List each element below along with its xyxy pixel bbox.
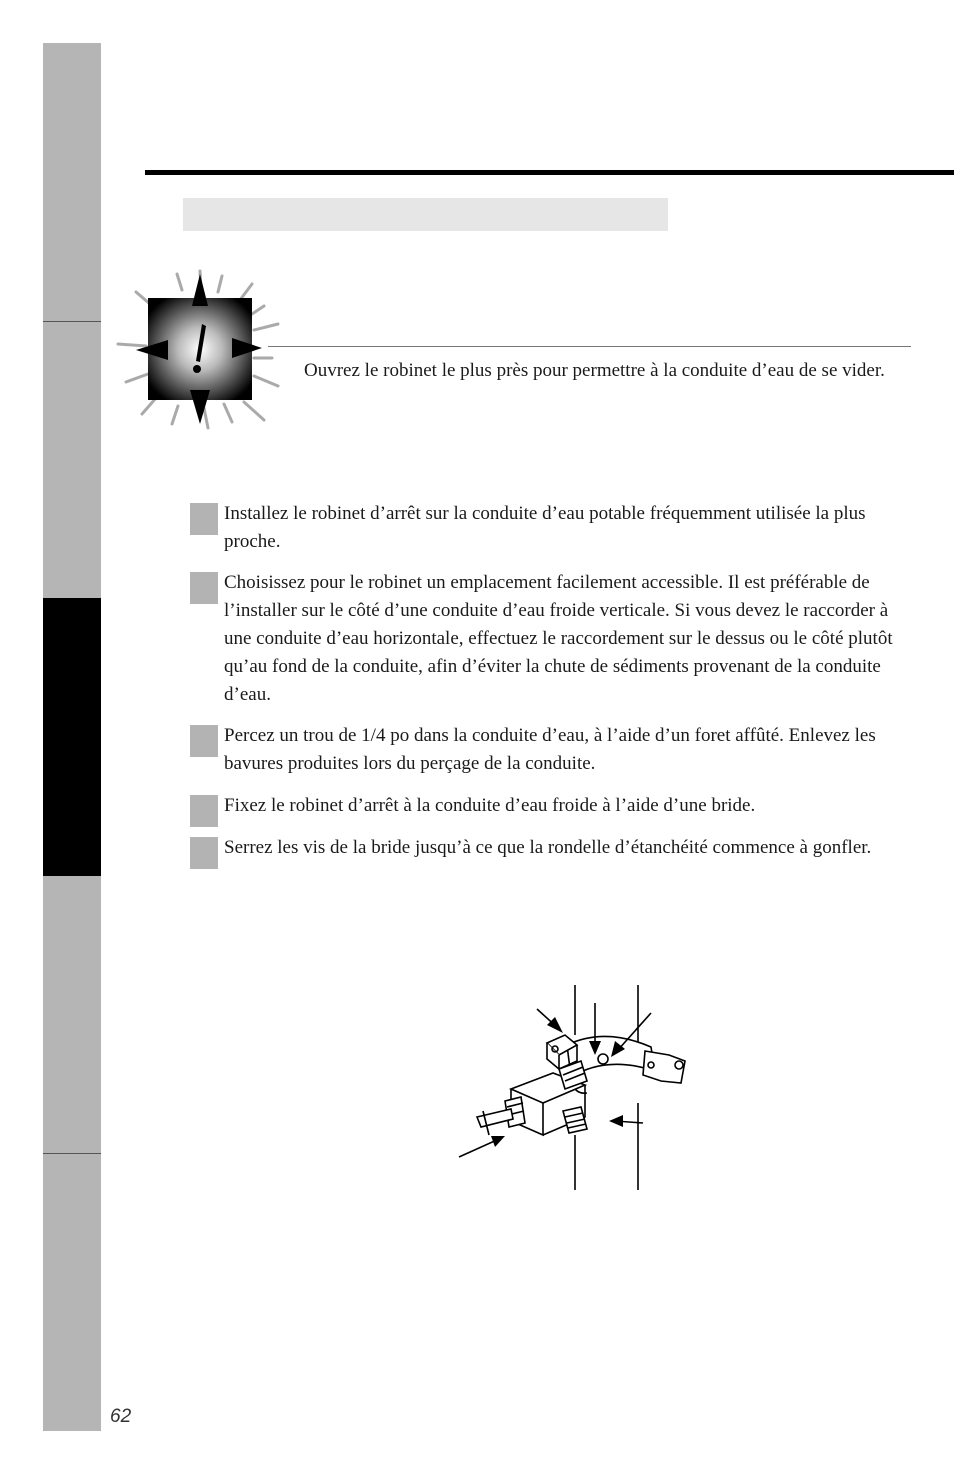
side-tab-divider — [43, 321, 101, 322]
step-marker — [190, 572, 218, 604]
step-text: Choisissez pour le robinet un emplacement facilement accessible. Il est préférable de l’installer sur le côté d’une conduite d’eau froide verticale. Si vous devez le raccorder à une conduite d’eau horizontale, effectuez le raccordement sur le dessus ou le côté plutôt qu’au fond de la conduite, afin d’éviter la chute de sédiments provenant de la conduite d’eau. — [224, 572, 893, 705]
step-text: Serrez les vis de la bride jusqu’à ce que la rondelle d’étanchéité commence à gonfler. — [224, 837, 872, 858]
page-number: 62 — [110, 1406, 132, 1427]
step-text: Fixez le robinet d’arrêt à la conduite d’eau froide à l’aide d’une bride. — [224, 795, 756, 816]
step-marker — [190, 725, 218, 757]
step-item — [190, 792, 910, 820]
step-item — [190, 500, 910, 556]
step-item — [190, 834, 910, 862]
warning-exclamation-icon — [112, 266, 284, 430]
step-marker — [190, 503, 218, 535]
step-marker — [190, 795, 218, 827]
step-marker — [190, 837, 218, 869]
step-text: Percez un trou de 1/4 po dans la conduite d’eau, à l’aide d’un foret affûté. Enlevez les bavures produites lors du perçage de la conduite. — [224, 725, 876, 774]
section-heading-bar — [183, 198, 668, 231]
top-rule — [145, 170, 954, 175]
shutoff-valve-diagram — [455, 985, 695, 1195]
warning-divider — [268, 346, 911, 347]
step-item — [190, 569, 910, 709]
step-item — [190, 722, 910, 778]
step-text: Installez le robinet d’arrêt sur la conduite d’eau potable fréquemment utilisée la plus proche. — [224, 503, 866, 552]
side-tab-active — [43, 598, 101, 876]
side-tab-divider — [43, 1153, 101, 1154]
warning-text: Ouvrez le robinet le plus près pour permettre à la conduite d’eau de se vider. — [304, 360, 885, 381]
